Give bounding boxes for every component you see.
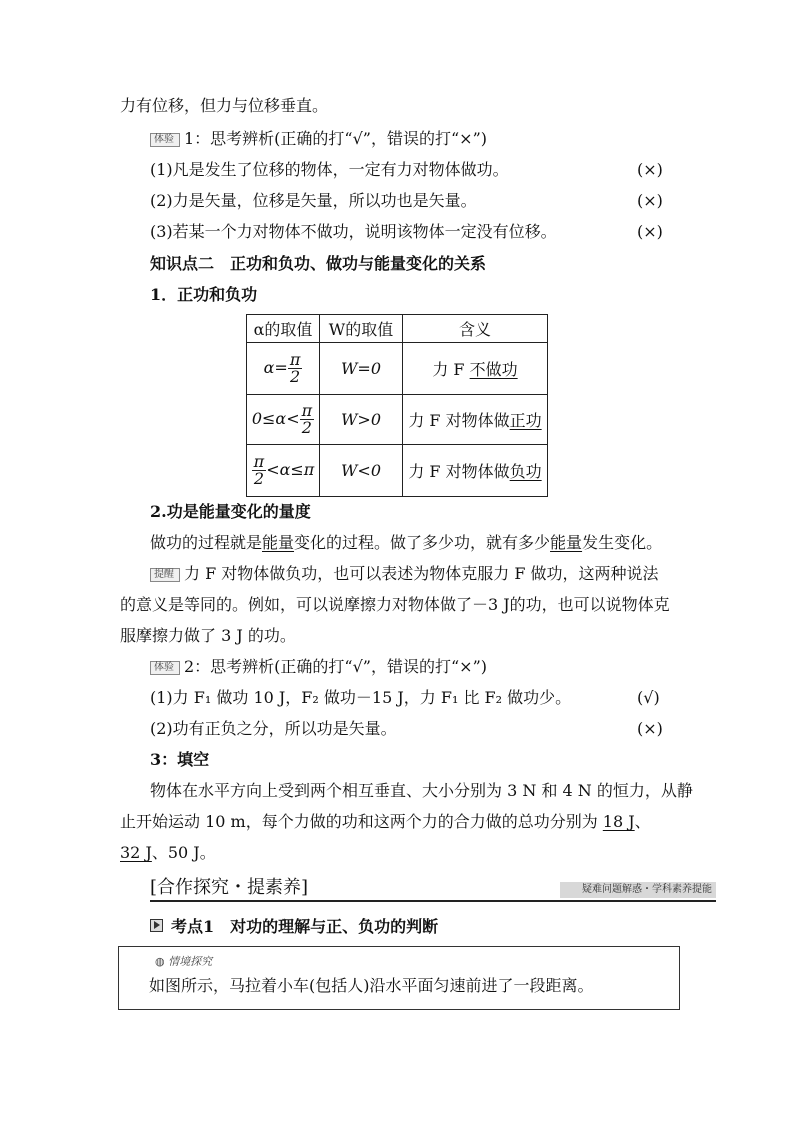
- experience-tag: 体验: [150, 661, 180, 675]
- exercise-3-title: 3：填空: [150, 750, 210, 769]
- exercise-3-line-2: 止开始运动 10 m，每个力做的功和这两个力的合力做的总功分别为 18 J、: [120, 812, 651, 831]
- exercise-1-item-2: (2)力是矢量，位移是矢量，所以功也是矢量。: [150, 191, 477, 210]
- exercise-1-item-1-mark: (×): [637, 160, 663, 179]
- subsection-2-title: 2.功是能量变化的量度: [150, 502, 311, 521]
- meaning-cell: 力 F 不做功: [403, 343, 548, 395]
- subsection-1-title: 1．正功和负功: [150, 285, 258, 304]
- experience-tag: 体验: [150, 133, 180, 147]
- table-header-w: W的取值: [320, 315, 403, 343]
- exercise-1-heading: [150, 128, 487, 150]
- meaning-cell: 力 F 对物体做负功: [403, 445, 548, 497]
- exercise-2-heading: [150, 656, 487, 678]
- w-cell: W<0: [320, 445, 403, 497]
- alpha-cell: 0≤α< $\frac{\pi}{2}$: [247, 395, 320, 445]
- section-title: [合作探究・提素养]: [150, 877, 309, 898]
- reminder-line-3: 服摩擦力做了 3 J 的功。: [120, 626, 296, 645]
- reminder-tag: 提醒: [150, 568, 180, 582]
- table-header-meaning: 含义: [403, 315, 548, 343]
- exercise-1-item-2-mark: (×): [637, 191, 663, 210]
- exercise-3-line-3: 32 J、50 J。: [120, 843, 216, 862]
- w-cell: W=0: [320, 343, 403, 395]
- alpha-cell: α= $\frac{\pi}{2}$: [247, 343, 320, 395]
- reminder-line-1: 提醒 力 F 对物体做负功，也可以表述为物体克服力 F 做功，这两种说法: [150, 563, 659, 585]
- answer-blank-2: 32 J: [120, 843, 152, 862]
- section-divider: [150, 900, 716, 902]
- scenario-text: 如图所示，马拉着小车(包括人)沿水平面匀速前进了一段距离。: [149, 976, 594, 995]
- work-sign-table: [246, 314, 548, 497]
- exercise-2-item-2: (2)功有正负之分，所以功是矢量。: [150, 719, 397, 738]
- meaning-cell: 力 F 对物体做正功: [403, 395, 548, 445]
- exam-point-1-title: 考点1 对功的理解与正、负功的判断: [150, 916, 438, 938]
- table-row: [247, 343, 548, 395]
- section-banner: 疑难问题解惑・学科素养提能: [560, 882, 716, 898]
- exercise-3-line-1: 物体在水平方向上受到两个相互垂直、大小分别为 3 N 和 4 N 的恒力，从静: [150, 781, 693, 800]
- exercise-2-item-1-mark: (√): [637, 688, 660, 707]
- table-header-row: [247, 315, 548, 343]
- triangle-marker-icon: [150, 919, 163, 932]
- w-cell: W>0: [320, 395, 403, 445]
- answer-blank-1: 18 J: [602, 812, 635, 831]
- exercise-1-item-3: (3)若某一个力对物体不做功，说明该物体一定没有位移。: [150, 222, 557, 241]
- table-header-alpha: α的取值: [247, 315, 320, 343]
- energy-paragraph: 做功的过程就是能量变化的过程。做了多少功，就有多少能量发生变化。: [150, 533, 663, 552]
- exercise-2-item-2-mark: (×): [637, 719, 663, 738]
- table-row: [247, 445, 548, 497]
- exercise-1-item-1: (1)凡是发生了位移的物体，一定有力对物体做功。: [150, 160, 509, 179]
- knowledge-point-2-title: 知识点二 正功和负功、做功与能量变化的关系: [150, 254, 487, 273]
- scenario-box: [118, 946, 680, 1010]
- paragraph-continuation: 力有位移，但力与位移垂直。: [120, 96, 329, 115]
- table-row: [247, 395, 548, 445]
- scenario-tag: ◍ 情境探究: [155, 953, 212, 969]
- exercise-1-item-3-mark: (×): [637, 222, 663, 241]
- exercise-1-title: 1：思考辨析(正确的打“√”，错误的打“×”): [184, 129, 487, 148]
- exercise-2-item-1: (1)力 F₁ 做功 10 J，F₂ 做功－15 J，力 F₁ 比 F₂ 做功少。: [150, 688, 572, 707]
- alpha-cell: $\frac{\pi}{2}$ <α≤π: [247, 445, 320, 497]
- reminder-line-2: 的意义是等同的。例如，可以说摩擦力对物体做了－3 J的功，也可以说物体克: [120, 595, 670, 614]
- section-header: [150, 876, 716, 902]
- exercise-2-title: 2：思考辨析(正确的打“√”，错误的打“×”): [184, 657, 487, 676]
